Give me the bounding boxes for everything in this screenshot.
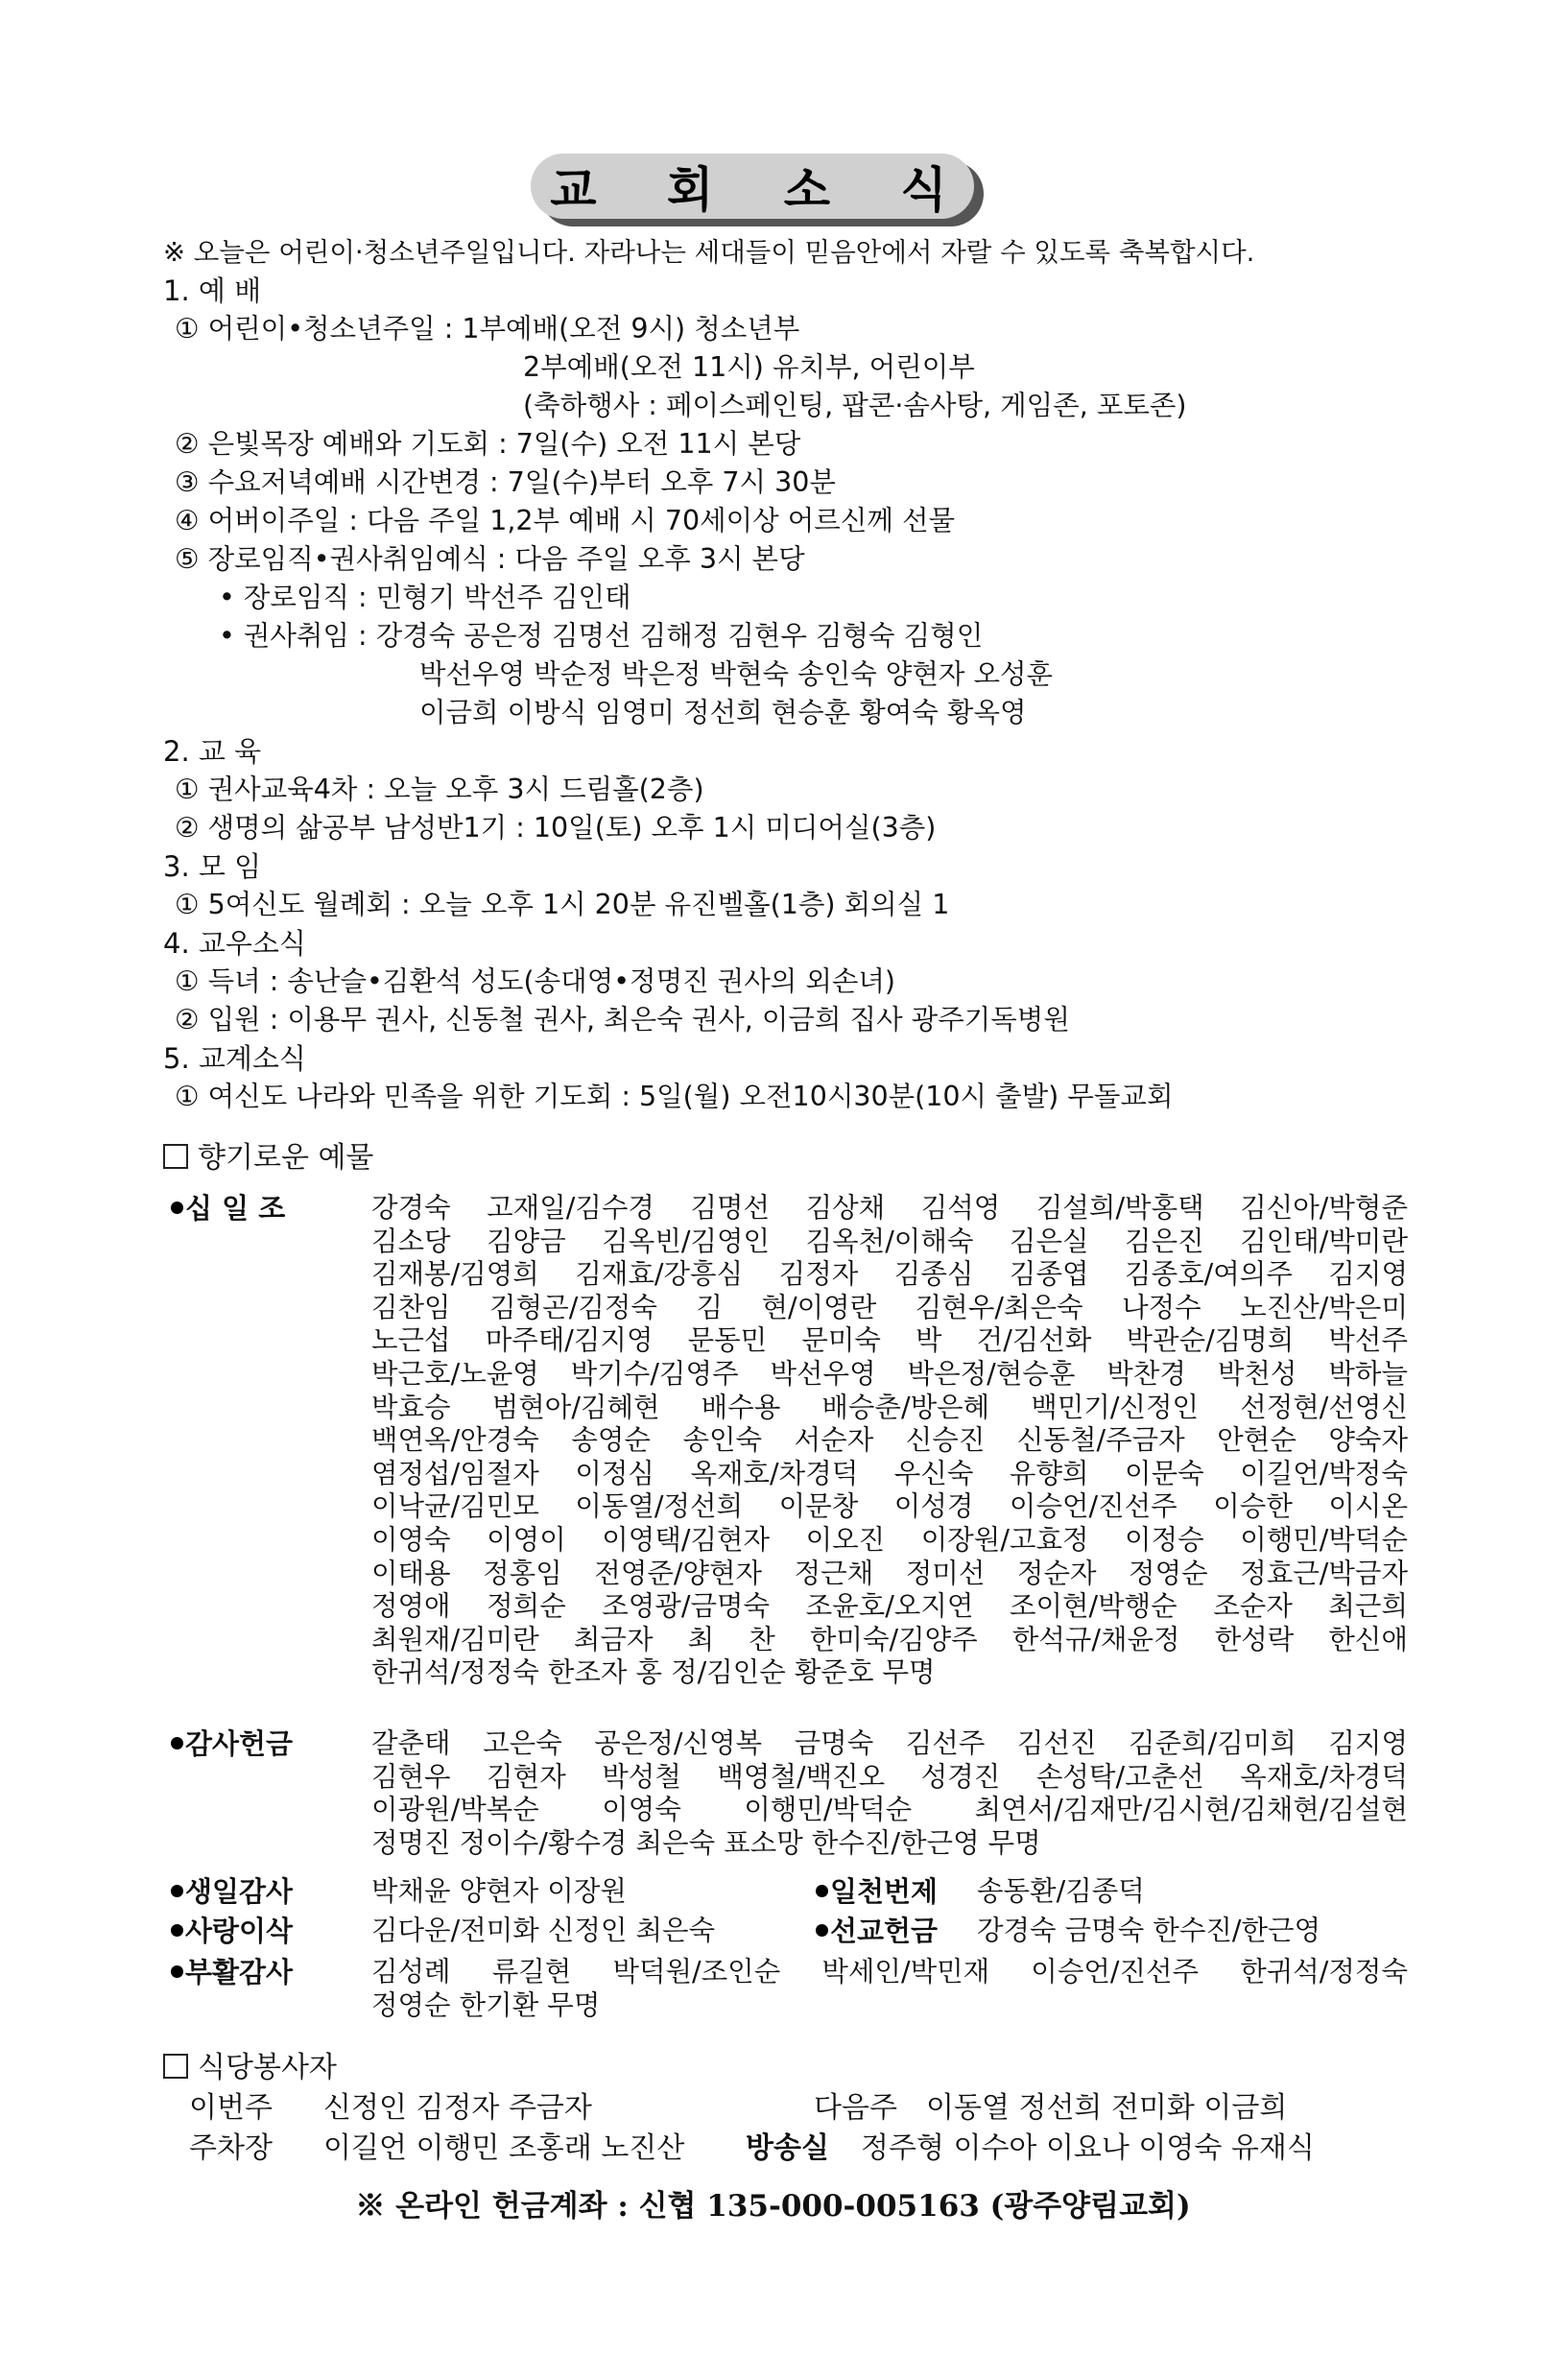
name-line: 이영숙 이영이 이영택/김현자 이오진 이장원/고효정 이정승 이행민/박덕순 [371, 1523, 1408, 1556]
kitchen-heading [163, 2050, 337, 2086]
worship-item: ⑤ 장로임직•권사취임예식 : 다음 주일 오후 3시 본당 [175, 543, 805, 575]
name-line: 이낙균/김민모 이동열/정선희 이문창 이성경 이승언/진선주 이승한 이시온 [371, 1490, 1408, 1523]
parking-label: 주차장 [189, 2131, 273, 2165]
next-week-label: 다음주 [814, 2091, 897, 2125]
bullet-dot-icon [816, 1885, 828, 1897]
name-line: 이태용 정홍임 전영준/양현자 정근채 정미선 정순자 정영순 정효근/박금자 [371, 1557, 1408, 1589]
easter-label [171, 1954, 293, 1990]
easter-names [371, 1956, 1408, 2022]
worship-item: ① 어린이•청소년주일 : 1부예배(오전 9시) 청소년부 [175, 313, 800, 345]
this-week-label: 이번주 [189, 2091, 273, 2125]
bullet-dot-icon [171, 1965, 183, 1978]
worship-item: ④ 어버이주일 : 다음 주일 1,2부 예배 시 70세이상 어르신께 선물 [175, 505, 956, 536]
name-line: 갈춘태 고은숙 공은정/신영복 금명숙 김선주 김선진 김준희/김미희 김지영 [371, 1727, 1408, 1759]
name-line: 최원재/김미란 최금자 최 찬 한미숙/김양주 한석규/채윤정 한성락 한신애 [371, 1623, 1408, 1655]
member-news-item: ② 입원 : 이용무 권사, 신동철 권사, 최은숙 권사, 이금희 집사 광주기독병원 [175, 1004, 1070, 1035]
birthday-names: 박채윤 양현자 이장원 [371, 1875, 627, 1907]
offerings-heading [163, 1140, 373, 1177]
education-item: ② 생명의 삶공부 남성반1기 : 10일(토) 오후 1시 미디어실(3층) [175, 812, 937, 844]
thanks-names [371, 1727, 1408, 1860]
checkbox-square-icon [163, 2054, 188, 2079]
bullet-dot-icon [171, 1924, 183, 1937]
name-line: 김재봉/김영희 김재효/강흥심 김정자 김종심 김종엽 김종호/여의주 김지영 [371, 1258, 1408, 1291]
birthday-label-text: 생일감사 [185, 1875, 294, 1908]
worship-item: 2부예배(오전 11시) 유치부, 어린이부 [523, 351, 975, 383]
worship-subitem: 이금희 이방식 임영미 정선희 현승훈 황여숙 황옥영 [419, 697, 1027, 728]
worship-subitem: • 권사취임 : 강경숙 공은정 김명선 김해정 김현우 김형숙 김형인 [219, 620, 984, 652]
intro-note: ※ 오늘은 어린이·청소년주일입니다. 자라나는 세대들이 믿음안에서 자랄 수 있도록 축복합시다. [163, 237, 1255, 268]
name-line: 노근섭 마주태/김지영 문동민 문미숙 박 건/김선화 박관순/김명희 박선주 [371, 1324, 1408, 1357]
worship-subitem: • 장로임직 : 민형기 박선주 김인태 [219, 582, 631, 613]
love-label-text: 사랑이삭 [185, 1915, 294, 1947]
bullet-dot-icon [171, 1885, 183, 1897]
education-item: ① 권사교육4차 : 오늘 오후 3시 드림홀(2층) [175, 774, 704, 805]
page-title: 교 회 소 식 [531, 154, 974, 219]
church-news-item: ① 여신도 나라와 민족을 위한 기도회 : 5일(월) 오전10시30분(10시 출발) 무돌교회 [175, 1081, 1174, 1112]
easter-label-text: 부활감사 [185, 1956, 294, 1988]
this-week-names: 신정인 김정자 주금자 [323, 2091, 592, 2125]
name-line: 이광원/박복순 이영숙 이행민/박덕순 최연서/김재만/김시현/김채현/김설현 [371, 1794, 1408, 1826]
birthday-label [171, 1873, 293, 1910]
name-line: 강경숙 고재일/김수경 김명선 김상채 김석영 김설희/박홍택 김신아/박형준 [371, 1192, 1408, 1224]
broadcast-names: 정주형 이수아 이요나 이영숙 유재식 [861, 2131, 1315, 2165]
tithe-label [171, 1190, 285, 1226]
broadcast-label: 방송실 [746, 2131, 829, 2165]
mission-label-text: 선교헌금 [830, 1915, 939, 1947]
name-line: 한귀석/정정숙 한조자 홍 정/김인순 황준호 무명 [371, 1656, 936, 1689]
bullet-dot-icon [816, 1924, 828, 1937]
section-heading-member-news: 4. 교우소식 [163, 927, 306, 960]
name-line: 박근호/노윤영 박기수/김영주 박선우영 박은정/현승훈 박찬경 박천성 박하늘 [371, 1357, 1408, 1390]
member-news-item: ① 득녀 : 송난슬•김환석 성도(송대영•정명진 권사의 외손녀) [175, 965, 896, 997]
name-line: 박효승 범현아/김혜현 배수용 배승춘/방은혜 백민기/신정인 선정현/선영신 [371, 1391, 1408, 1423]
next-week-names: 이동열 정선희 전미화 이금희 [926, 2091, 1288, 2125]
meeting-item: ① 5여신도 월례회 : 오늘 오후 1시 20분 유진벨홀(1층) 회의실 1 [175, 889, 950, 920]
name-line: 김소당 김양금 김옥빈/김영인 김옥천/이해숙 김은실 김은진 김인태/박미란 [371, 1225, 1408, 1257]
bullet-dot-icon [171, 1202, 183, 1214]
name-line: 정영애 정희순 조영광/금명숙 조윤호/오지연 조이현/박행순 조순자 최근희 [371, 1590, 1408, 1623]
mission-names: 강경숙 금명숙 한수진/한근영 [977, 1915, 1321, 1946]
offerings-heading-label: 향기로운 예물 [198, 1141, 374, 1175]
title-banner [531, 154, 979, 223]
bullet-dot-icon [171, 1737, 183, 1749]
section-heading-church-news: 5. 교계소식 [163, 1042, 306, 1075]
ilcheon-label-text: 일천번제 [830, 1875, 939, 1908]
section-heading-meeting: 3. 모 임 [163, 850, 262, 883]
name-line: 염정섭/임절자 이정심 옥재호/차경덕 우신숙 유향희 이문숙 이길언/박정숙 [371, 1457, 1408, 1489]
name-line: 김찬임 김형곤/김정숙 김 현/이영란 김현우/최은숙 나정수 노진산/박은미 [371, 1291, 1408, 1323]
name-line: 정명진 정이수/황수경 최은숙 표소망 한수진/한근영 무명 [371, 1826, 1041, 1859]
kitchen-heading-label: 식당봉사자 [198, 2051, 337, 2084]
online-offering-account: ※ 온라인 헌금계좌 : 신협 135-000-005163 (광주양림교회) [355, 2189, 1191, 2224]
thanks-label-text: 감사헌금 [185, 1727, 294, 1760]
checkbox-square-icon [163, 1144, 188, 1169]
section-heading-worship: 1. 예 배 [163, 274, 262, 307]
worship-subitem: 박선우영 박순정 박은정 박현숙 송인숙 양현자 오성훈 [419, 658, 1054, 690]
name-line: 백연옥/안경숙 송영순 송인숙 서순자 신승진 신동철/주금자 안현순 양숙자 [371, 1424, 1408, 1457]
parking-names: 이길언 이행민 조홍래 노진산 [323, 2131, 685, 2165]
mission-label [816, 1913, 938, 1949]
tithe-names [371, 1192, 1408, 1690]
name-line: 김성례 류길현 박덕원/조인순 박세인/박민재 이승언/진선주 한귀석/정정숙 [371, 1956, 1408, 1987]
worship-item: ② 은빛목장 예배와 기도회 : 7일(수) 오전 11시 본당 [175, 428, 801, 460]
ilcheon-label [816, 1873, 938, 1910]
love-label [171, 1913, 293, 1949]
ilcheon-names: 송동환/김종덕 [977, 1875, 1145, 1907]
name-line: 김현우 김현자 박성철 백영철/백진오 성경진 손성탁/고춘선 옥재호/차경덕 [371, 1760, 1408, 1793]
love-names: 김다운/전미화 신정인 최은숙 [371, 1915, 716, 1946]
thanks-label [171, 1726, 293, 1762]
section-heading-education: 2. 교 육 [163, 735, 262, 768]
name-line: 정영순 한기환 무명 [371, 1988, 601, 2021]
worship-item: ③ 수요저녁예배 시간변경 : 7일(수)부터 오후 7시 30분 [175, 466, 836, 498]
worship-item: (축하행사 : 페이스페인팅, 팝콘·솜사탕, 게임존, 포토존) [523, 390, 1187, 421]
tithe-label-text: 십 일 조 [185, 1192, 286, 1225]
